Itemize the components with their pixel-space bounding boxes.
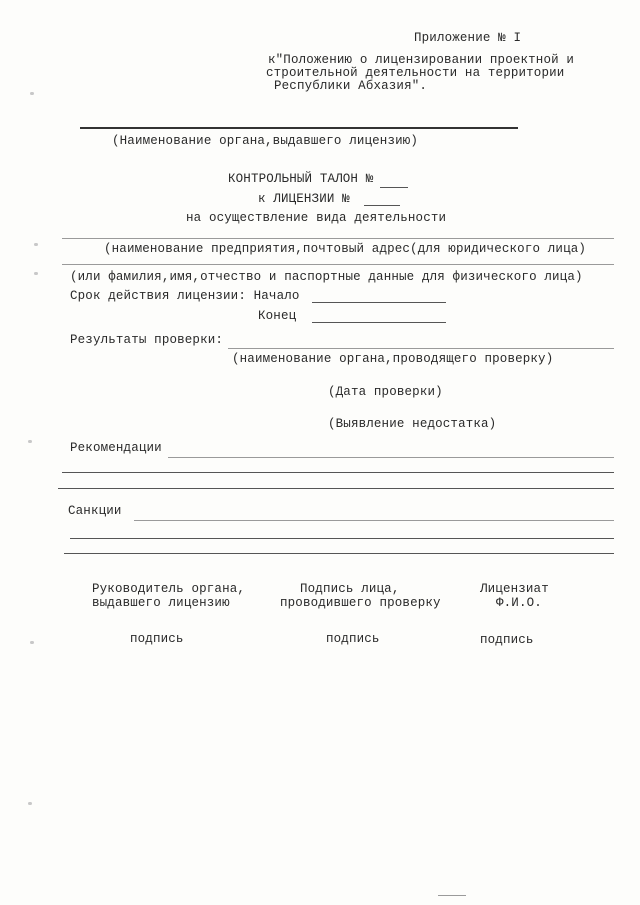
appendix-title: Приложение № I xyxy=(414,31,522,45)
entity-label: (наименование предприятия,почтовый адрес(для юридического лица) xyxy=(104,242,587,256)
recommendations-line-2 xyxy=(62,472,614,473)
scan-speck xyxy=(28,802,32,805)
scan-speck xyxy=(30,641,34,644)
recommendations-line-3 xyxy=(58,488,614,489)
appendix-ref-line3: Республики Абхазия". xyxy=(274,79,428,93)
sanctions-line-2 xyxy=(70,538,614,539)
results-label: Результаты проверки: xyxy=(70,333,224,347)
coupon-title: КОНТРОЛЬНЫЙ ТАЛОН № xyxy=(228,172,374,186)
deficiency-label: (Выявление недостатка) xyxy=(328,417,497,431)
validity-end-line xyxy=(312,322,446,323)
sanctions-line-1 xyxy=(134,520,614,521)
issuer-label: (Наименование органа,выдавшего лицензию) xyxy=(112,134,419,148)
signature-label-head: подпись xyxy=(130,632,184,646)
appendix-ref-line2: строительной деятельности на территории xyxy=(266,66,565,80)
inspecting-body-label: (наименование органа,проводящего проверку) xyxy=(232,352,554,366)
results-line xyxy=(228,348,614,349)
scan-speck xyxy=(34,272,38,275)
license-number-line xyxy=(364,205,400,206)
issuer-line xyxy=(80,127,518,129)
signature-label-inspector: подпись xyxy=(326,632,380,646)
scan-speck xyxy=(34,243,38,246)
signature-label-licensee: подпись xyxy=(480,633,534,647)
inspection-date-label: (Дата проверки) xyxy=(328,385,443,399)
coupon-number-line xyxy=(380,187,408,188)
scan-speck xyxy=(30,92,34,95)
coupon-license-ref: к ЛИЦЕНЗИИ № xyxy=(258,192,350,206)
inspector-line2: проводившего проверку xyxy=(280,596,441,610)
validity-end-label: Конец xyxy=(258,309,297,323)
recommendations-label: Рекомендации xyxy=(70,441,162,455)
appendix-ref-line1: к"Положению о лицензировании проектной и xyxy=(268,53,575,67)
scan-speck xyxy=(28,440,32,443)
recommendations-line-1 xyxy=(168,457,614,458)
sanctions-line-3 xyxy=(64,553,614,554)
scan-mark xyxy=(438,895,466,896)
person-label: (или фамилия,имя,отчество и паспортные данные для физического лица) xyxy=(70,270,583,284)
sanctions-label: Санкции xyxy=(68,504,122,518)
person-line xyxy=(62,264,614,265)
validity-start-line xyxy=(312,302,446,303)
head-of-body-line2: выдавшего лицензию xyxy=(92,596,230,610)
head-of-body-line1: Руководитель органа, xyxy=(92,582,246,596)
licensee-line2: Ф.И.О. xyxy=(496,596,542,610)
entity-line xyxy=(62,238,614,239)
licensee-line1: Лицензиат xyxy=(480,582,549,596)
inspector-line1: Подпись лица, xyxy=(300,582,400,596)
validity-label: Срок действия лицензии: Начало xyxy=(70,289,300,303)
coupon-activity: на осуществление вида деятельности xyxy=(186,211,447,225)
